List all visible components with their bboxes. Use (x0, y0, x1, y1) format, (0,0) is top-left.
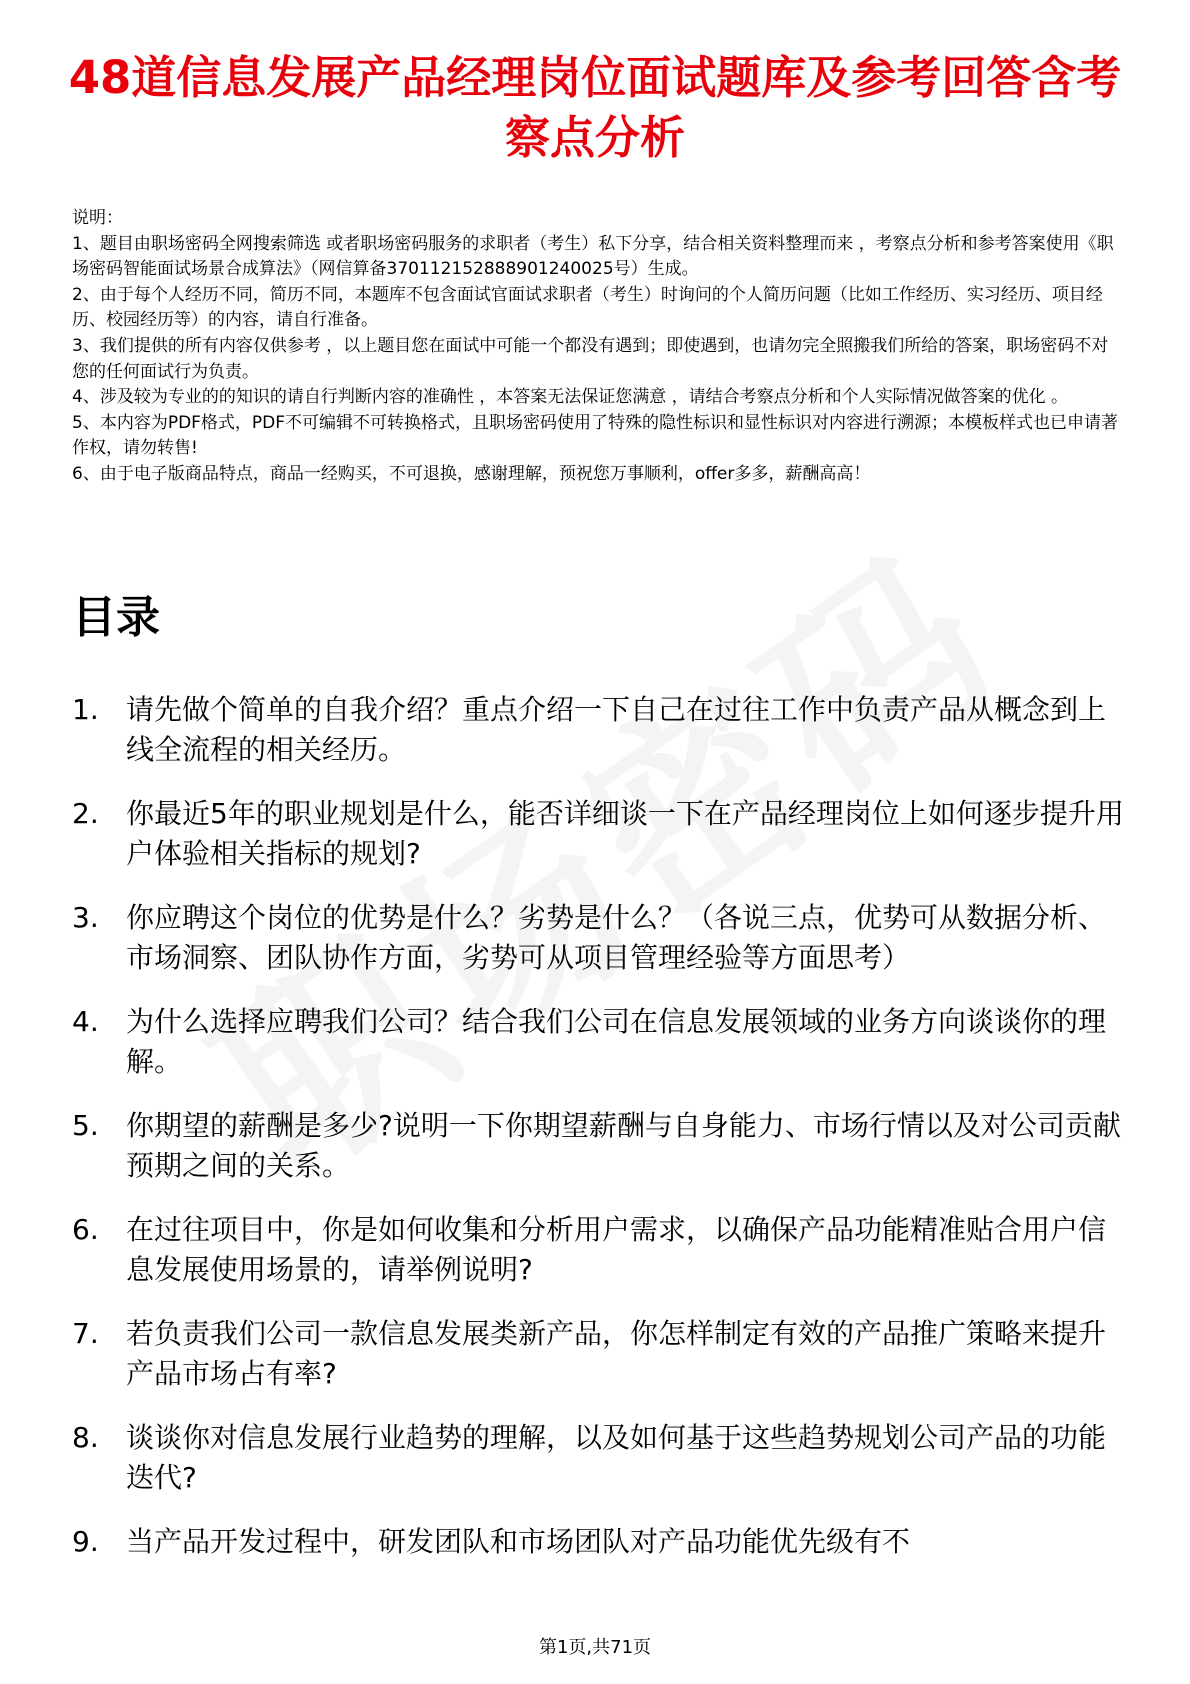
toc-heading: 目录 (72, 592, 160, 643)
toc-item[interactable] (72, 1210, 1132, 1290)
page-title: 48道信息发展产品经理岗位面试题库及参考回答含考察点分析 (68, 51, 1122, 164)
toc-item[interactable] (72, 690, 1132, 770)
toc-item-number: 1. (72, 693, 99, 726)
toc-item-number: 6. (72, 1213, 99, 1246)
toc-item-text: 请先做个简单的自我介绍？重点介绍一下自己在过往工作中负责产品从概念到上线全流程的相关经历。 (126, 693, 1107, 766)
toc-item-text: 当产品开发过程中，研发团队和市场团队对产品功能优先级有不 (126, 1525, 911, 1558)
toc-item[interactable] (72, 1418, 1132, 1498)
note-item: 5、本内容为PDF格式，PDF不可编辑不可转换格式，且职场密码使用了特殊的隐性标识和显性标识对内容进行溯源；本模板样式也已申请著作权，请勿转售! (72, 412, 1119, 459)
toc-item-text: 在过往项目中，你是如何收集和分析用户需求，以确保产品功能精准贴合用户信息发展使用场景的，请举例说明? (126, 1213, 1107, 1286)
toc-item-number: 3. (72, 901, 99, 934)
toc-item-number: 5. (72, 1109, 99, 1142)
note-item: 3、我们提供的所有内容仅供参考 ，以上题目您在面试中可能一个都没有遇到；即使遇到，也请勿完全照搬我们所给的答案，职场密码不对您的任何面试行为负责。 (72, 335, 1109, 382)
toc-item-text: 你应聘这个岗位的优势是什么？劣势是什么？（各说三点，优势可从数据分析、市场洞察、团队协作方面，劣势可从项目管理经验等方面思考） (126, 901, 1107, 974)
toc-list (72, 690, 1132, 1586)
toc-item-number: 9. (72, 1525, 99, 1558)
toc-item-text: 谈谈你对信息发展行业趋势的理解，以及如何基于这些趋势规划公司产品的功能迭代? (126, 1421, 1107, 1494)
note-item: 2、由于每个人经历不同，简历不同，本题库不包含面试官面试求职者（考生）时询问的个人简历问题（比如工作经历、实习经历、项目经历、校园经历等）的内容，请自行准备。 (72, 284, 1103, 331)
toc-item[interactable] (72, 1002, 1132, 1082)
note-item: 4、涉及较为专业的的知识的请自行判断内容的准确性 ，本答案无法保证您满意 ，请结合考察点分析和个人实际情况做答案的优化 。 (72, 387, 1069, 408)
notes-section (72, 206, 1122, 488)
toc-item-number: 4. (72, 1005, 99, 1038)
notes-heading: 说明： (72, 208, 123, 228)
toc-item[interactable] (72, 1106, 1132, 1186)
toc-item[interactable] (72, 1522, 1132, 1562)
note-item: 1、题目由职场密码全网搜索筛选 或者职场密码服务的求职者（考生）私下分享，结合相关资料整理而来 ，考察点分析和参考答案使用《职场密码智能面试场景合成算法》（网信算备370112152888901240025号）生成。 (72, 233, 1114, 280)
toc-item-number: 2. (72, 797, 99, 830)
page-footer: 第1页,共71页 (538, 1637, 652, 1658)
note-item: 6、由于电子版商品特点，商品一经购买，不可退换，感谢理解，预祝您万事顺利，offer多多，薪酬高高！ (72, 463, 871, 484)
toc-item-number: 8. (72, 1421, 99, 1454)
toc-item-text: 若负责我们公司一款信息发展类新产品，你怎样制定有效的产品推广策略来提升产品市场占有率? (126, 1317, 1107, 1390)
toc-item[interactable] (72, 1314, 1132, 1394)
toc-item-text: 为什么选择应聘我们公司？结合我们公司在信息发展领域的业务方向谈谈你的理解。 (126, 1005, 1107, 1078)
toc-item[interactable] (72, 898, 1132, 978)
toc-item-text: 你期望的薪酬是多少?说明一下你期望薪酬与自身能力、市场行情以及对公司贡献预期之间的关系。 (126, 1109, 1121, 1182)
toc-item[interactable] (72, 794, 1132, 874)
toc-item-number: 7. (72, 1317, 99, 1350)
toc-item-text: 你最近5年的职业规划是什么，能否详细谈一下在产品经理岗位上如何逐步提升用户体验相关指标的规划? (126, 797, 1124, 870)
